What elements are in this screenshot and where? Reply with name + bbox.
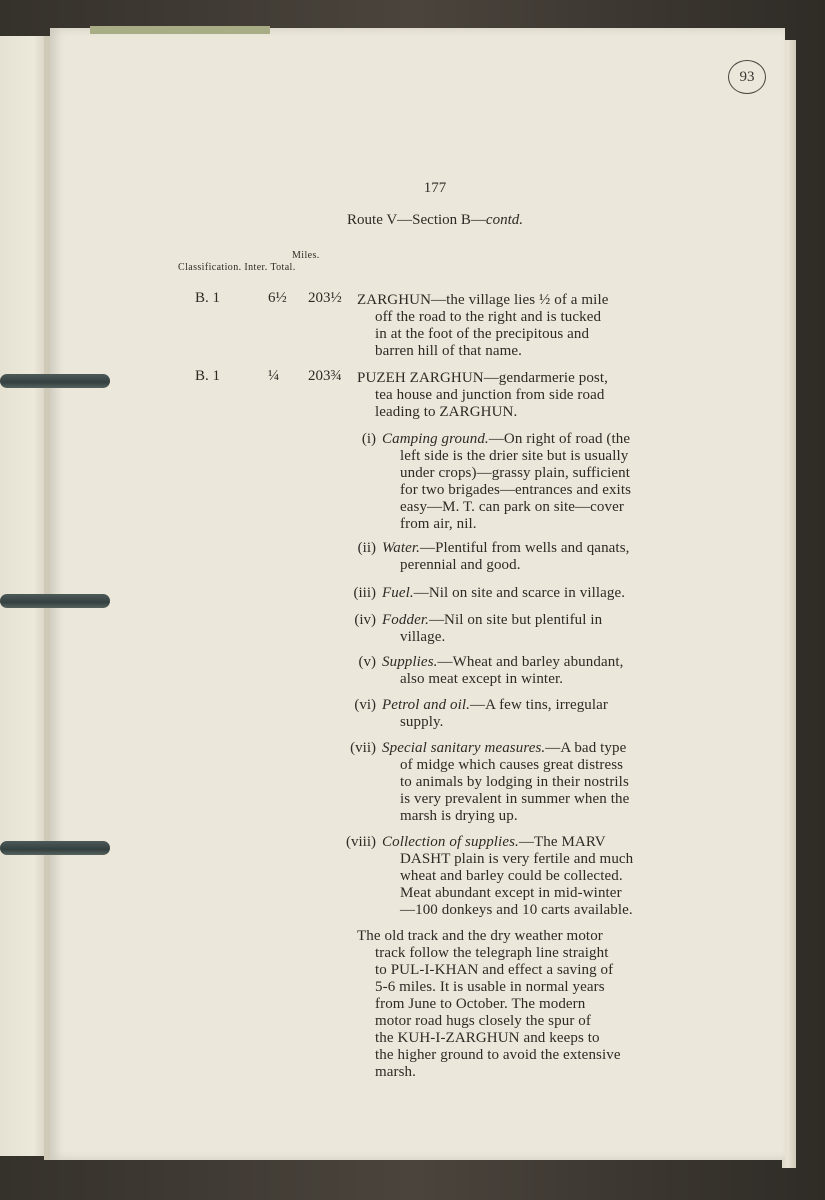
text-line: PUZEH ZARGHUN—gendarmerie post, (357, 370, 608, 386)
subitem-number: (i) (361, 431, 376, 447)
text-line: —100 donkeys and 10 carts available. (400, 902, 633, 918)
subitem-fodder (382, 612, 602, 646)
folio-number: 93 (728, 60, 766, 94)
subitem-label: Camping ground. (382, 431, 489, 447)
text-line: the KUH-I-ZARGHUN and keeps to (375, 1030, 600, 1046)
text-line: leading to ZARGHUN. (375, 404, 518, 420)
classification: B. 1 (195, 368, 221, 384)
text-line: to PUL-I-KHAN and effect a saving of (375, 962, 614, 978)
text-line: is very prevalent in summer when the (400, 791, 630, 807)
text-line: off the road to the right and is tucked (375, 309, 602, 325)
subitem-number: (iv) (354, 612, 376, 628)
text-line: also meat except in winter. (400, 671, 564, 687)
subitem-fuel (382, 585, 625, 602)
text-line: the higher ground to avoid the extensive (375, 1047, 621, 1063)
text-line: —A bad type (545, 740, 627, 756)
subitem-label: Collection of supplies. (382, 834, 519, 850)
text-line: supply. (400, 714, 444, 730)
text-line: Meat abundant except in mid-winter (400, 885, 622, 901)
subitem-supplies (382, 654, 623, 688)
subitem-number: (viii) (346, 834, 376, 850)
classification: B. 1 (195, 290, 221, 306)
text-line: tea house and junction from side road (375, 387, 605, 403)
text-line: —On right of road (the (488, 431, 631, 447)
closing-paragraph (357, 928, 621, 1081)
subitem-label: Supplies. (382, 654, 438, 670)
subitem-special-sanitary-measures (382, 740, 629, 825)
text-line: in at the foot of the precipitous and (375, 326, 590, 342)
section-title (250, 212, 620, 229)
text-line: The old track and the dry weather motor (357, 928, 603, 944)
subitem-number: (vii) (350, 740, 376, 756)
text-line: motor road hugs closely the spur of (375, 1013, 591, 1029)
subitem-label: Water. (382, 540, 420, 556)
text-line: barren hill of that name. (375, 343, 523, 359)
section-title-contd: contd. (485, 212, 523, 228)
subitem-label: Special sanitary measures. (382, 740, 546, 756)
subitem-number: (vi) (354, 697, 376, 713)
subitem-number: (iii) (353, 585, 376, 601)
miles-header: Miles. (292, 250, 320, 261)
text-line: easy—M. T. can park on site—cover (400, 499, 624, 515)
subitem-petrol-and-oil (382, 697, 608, 731)
text-line: —Plentiful from wells and qanats, (419, 540, 630, 556)
text-line: track follow the telegraph line straight (375, 945, 609, 961)
text-line: wheat and barley could be collected. (400, 868, 623, 884)
text-line: —A few tins, irregular (470, 697, 609, 713)
text-line: left side is the drier site but is usually (400, 448, 629, 464)
text-line: from air, nil. (400, 516, 477, 532)
text-line: from June to October. The modern (375, 996, 586, 1012)
column-headers: Classification. Inter. Total. (178, 262, 296, 273)
inter-miles: ¼ (268, 368, 280, 384)
binding-string (0, 374, 110, 388)
page-top-strip (90, 26, 270, 34)
total-miles: 203¾ (308, 368, 342, 384)
binding-string (0, 841, 110, 855)
text-line: to animals by lodging in their nostrils (400, 774, 629, 790)
text-line: under crops)—grassy plain, sufficient (400, 465, 631, 481)
subitem-label: Petrol and oil. (382, 697, 471, 713)
text-line: perennial and good. (400, 557, 521, 573)
subitem-number: (v) (358, 654, 376, 670)
text-line: —Nil on site and scarce in village. (413, 585, 626, 601)
text-line: 5-6 miles. It is usable in normal years (375, 979, 605, 995)
text-line: for two brigades—entrances and exits (400, 482, 632, 498)
text-line: ZARGHUN—the village lies ½ of a mile (357, 292, 609, 308)
subitem-label: Fuel. (382, 585, 414, 601)
text-line: village. (400, 629, 446, 645)
entry-description (357, 370, 608, 421)
text-line: marsh is drying up. (400, 808, 518, 824)
text-line: marsh. (375, 1064, 417, 1080)
binding-string (0, 594, 110, 608)
total-miles: 203½ (308, 290, 342, 306)
section-title-main: Route V—Section B— (347, 212, 486, 228)
subitem-water (382, 540, 629, 574)
subitem-camping-ground (382, 431, 631, 533)
text-line: DASHT plain is very fertile and much (400, 851, 634, 867)
page-number: 177 (423, 180, 447, 196)
text-line: —Nil on site but plentiful in (428, 612, 603, 628)
subitem-collection-of-supplies (382, 834, 633, 919)
text-line: —The MARV (518, 834, 606, 850)
text-line: —Wheat and barley abundant, (437, 654, 624, 670)
entry-description (357, 292, 608, 360)
subitem-label: Fodder. (382, 612, 429, 628)
inter-miles: 6½ (268, 290, 287, 306)
text-line: of midge which causes great distress (400, 757, 624, 773)
subitem-number: (ii) (357, 540, 376, 556)
